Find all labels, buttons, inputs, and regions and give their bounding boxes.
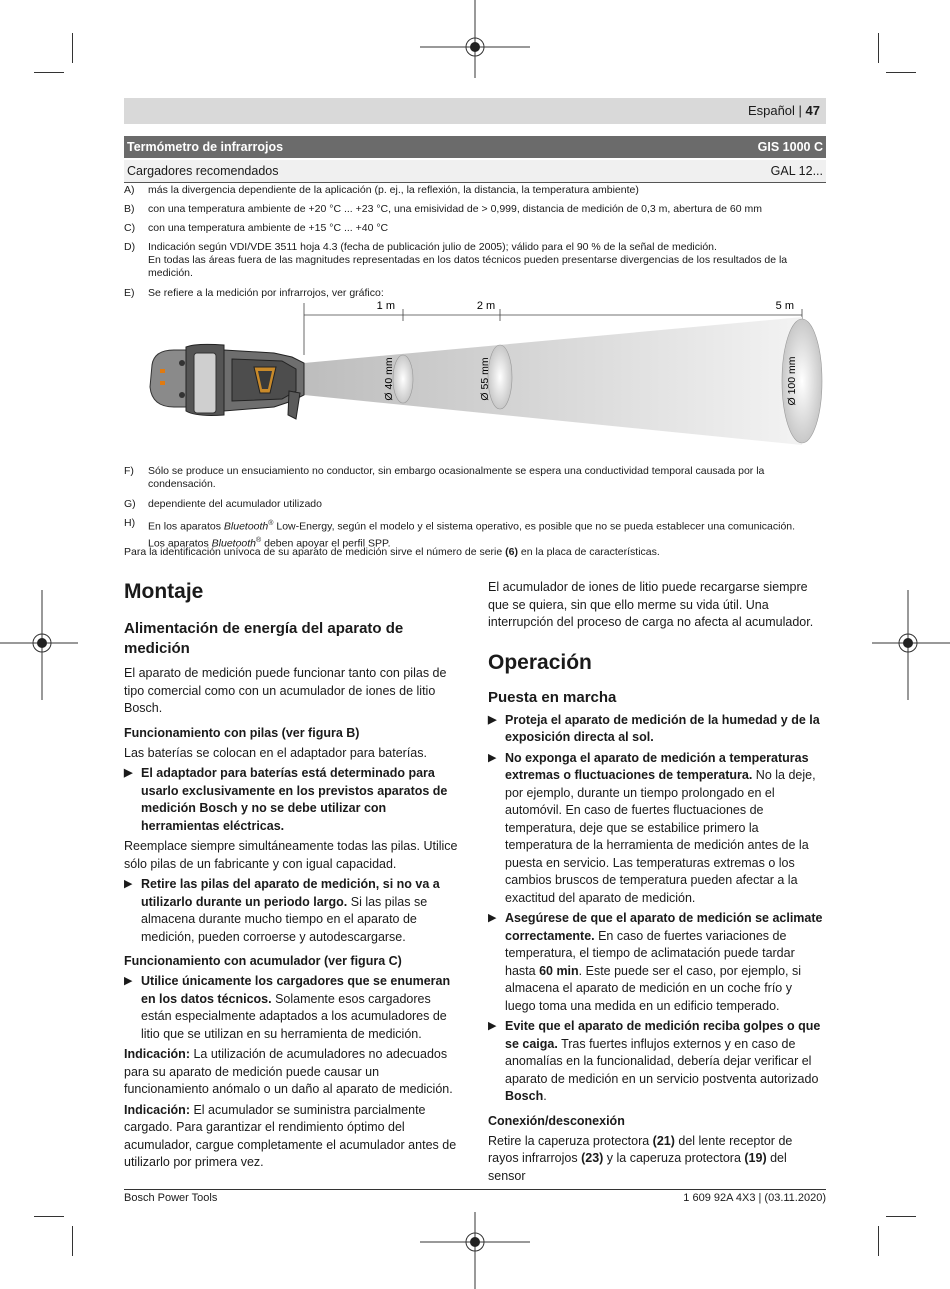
paragraph: Las baterías se colocan en el adaptador para baterías. <box>124 745 427 760</box>
spot-ellipse-1m <box>393 355 413 403</box>
footnote-label: B) <box>124 203 135 215</box>
measurement-spot-diagram <box>124 295 826 455</box>
bullet-text-bold: Retire las pilas del aparato de medición, si no va a utilizarlo durante un periodo largo. <box>141 877 440 909</box>
footnote-text: Sólo se produce un ensuciamiento no conductor, sin embargo ocasionalmente se espera una conductividad temporal causada por la condensación. <box>148 465 765 490</box>
footnote-g <box>124 498 826 511</box>
subheading-acumulador: Funcionamiento con acumulador (ver figura C) <box>124 954 402 968</box>
bullet-item <box>488 750 826 908</box>
registration-mark-top <box>420 0 530 80</box>
subheading-alimentacion: Alimentación de energía del aparato de medición <box>124 620 404 657</box>
page-header <box>124 98 826 124</box>
subheading-conexion: Conexión/desconexión <box>488 1113 625 1128</box>
paragraph <box>488 1133 826 1186</box>
footer-doc-number: 1 609 92A 4X3 | (03.11.2020) <box>683 1192 826 1204</box>
paragraph: El acumulador de iones de litio puede recargarse siempre que se quiera, sin que ello merme su vida útil. Una interrupción del proceso de carga no afecta al acumulador. <box>488 580 814 629</box>
spec-row-label: Cargadores recomendados <box>127 164 279 178</box>
bullet-text: Si las pilas se almacena durante mucho tiempo en el aparato de medición, pueden corroerse y autodescargarse. <box>141 894 428 944</box>
bullet-text: . Este puede ser el caso, por ejemplo, si almacena el aparato de medición en un coche frío y luego toma una medida en un edificio temperado. <box>505 963 802 1013</box>
footer-rule <box>124 1189 826 1190</box>
footnote-label: A) <box>124 184 135 196</box>
paragraph-text: del lente receptor de rayos infrarrojos <box>488 1133 793 1165</box>
footnote-text: Se refiere a la medición por infrarrojos, ver gráfico: <box>148 287 384 299</box>
bullet-triangle-icon: ▶ <box>124 975 133 987</box>
spot-diameter-55: Ø 55 mm <box>479 357 491 401</box>
registered-mark: ® <box>256 536 262 544</box>
distance-label-2m: 2 m <box>476 300 496 312</box>
spot-ellipse-2m <box>488 345 512 409</box>
footnote-a <box>124 184 826 197</box>
serial-number-note <box>124 546 826 559</box>
registered-mark: ® <box>268 520 274 527</box>
crop-mark <box>878 1226 879 1256</box>
footnote-label: C) <box>124 222 136 234</box>
paragraph-text: del sensor <box>488 1151 787 1183</box>
bullet-item <box>488 1018 826 1106</box>
paragraph-text: Retire la caperuza protectora <box>488 1133 653 1148</box>
bullet-triangle-icon: ▶ <box>124 767 133 779</box>
bullet-text: . <box>543 1089 547 1103</box>
crop-mark <box>72 33 73 63</box>
spec-table-model: GIS 1000 C <box>757 140 823 154</box>
footnote-text-part: Los aparatos <box>148 537 212 549</box>
subheading-puesta: Puesta en marcha <box>488 688 617 706</box>
bullet-text: El adaptador para baterías está determinado para usarlo exclusivamente en los previstos aparatos de medición Bosch y no se debe utilizar con herramientas eléctricas. <box>141 766 448 833</box>
registration-mark-left <box>0 590 80 700</box>
section-heading-operacion: Operación <box>488 650 592 674</box>
bullet-text: En caso de fuertes variaciones de temperatura, el tiempo de aclimatación puede tardar hasta <box>505 928 795 978</box>
footnote-text-continued: En todas las áreas fuera de las magnitudes representadas en los datos técnicos pueden presentarse divergencias de los resultados de la medición. <box>148 254 788 279</box>
footnote-text-part: deben apoyar el perfil SPP. <box>261 537 391 549</box>
footnote-c <box>124 222 826 235</box>
bullet-text-bold: 60 min <box>539 963 579 978</box>
spec-table-title: Termómetro de infrarrojos <box>127 140 284 154</box>
crop-mark <box>878 33 879 63</box>
bullet-text-bold: Utilice únicamente los cargadores que se enumeran en los datos técnicos. <box>141 974 451 1006</box>
spec-table-title-row <box>124 136 826 158</box>
paragraph: El aparato de medición puede funcionar tanto con pilas de tipo comercial como con un acumulador de iones de litio Bosch. <box>124 666 447 715</box>
footnote-text <box>148 517 826 534</box>
subheading-pilas: Funcionamiento con pilas (ver figura B) <box>124 725 360 740</box>
crop-mark <box>886 72 916 73</box>
serial-note-text: en la placa de características. <box>517 546 660 558</box>
bullet-triangle-icon: ▶ <box>488 751 497 764</box>
bullet-triangle-icon: ▶ <box>488 713 497 726</box>
bullet-item <box>124 876 464 946</box>
ir-beam-cone <box>304 317 802 445</box>
bullet-text-bold: Evite que el aparato de medición reciba golpes o que se caiga. <box>505 1019 821 1051</box>
footnote-b <box>124 203 826 216</box>
bullet-text: Tras fuertes influjos externos y en caso de anomalías en la funcionalidad, debería dejar verificar el aparato de medición en un servicio postventa autorizado <box>505 1036 819 1086</box>
serial-note-text: Para la identificación unívoca de su aparato de medición sirve el número de serie <box>124 546 506 558</box>
note-label: Indicación: <box>124 1047 190 1061</box>
distance-label-1m: 1 m <box>376 300 395 312</box>
crop-mark <box>72 1226 73 1256</box>
bullet-item <box>124 973 464 1043</box>
header-language-page: Español | 47 <box>747 103 820 118</box>
spec-table-rule <box>124 182 826 183</box>
bluetooth-brand: Bluetooth <box>211 537 257 549</box>
bullet-text: Solamente esos cargadores están especialmente adaptados a los acumuladores de litio que se utilizan en su herramienta de medición. <box>141 991 447 1041</box>
bullet-triangle-icon: ▶ <box>488 912 497 924</box>
bullet-triangle-icon: ▶ <box>488 1020 497 1032</box>
bullet-text-bold: No exponga el aparato de medición a temperaturas extremas o fluctuaciones de temperatura. <box>505 750 809 782</box>
footnote-text-part: Low-Energy, según el modelo y el sistema operativo, es posible que no se pueda establecer una comunicación. <box>273 520 796 533</box>
note-label: Indicación: <box>124 1102 190 1117</box>
serial-ref: (6) <box>505 546 518 558</box>
footnote-text: dependiente del acumulador utilizado <box>148 498 322 510</box>
footnote-label: H) <box>124 517 136 529</box>
paragraph: Reemplace siempre simultáneamente todas las pilas. Utilice sólo pilas de un fabricante y con igual capacidad. <box>124 839 458 871</box>
note-paragraph <box>124 1046 464 1099</box>
bullet-text-bold: Asegúrese de que el aparato de medición se aclimate correctamente. <box>505 911 823 943</box>
bullet-triangle-icon: ▶ <box>124 878 133 890</box>
bullet-text: Proteja el aparato de medición de la humedad y de la exposición directa al sol. <box>505 712 820 744</box>
spec-row-value: GAL 12... <box>770 164 823 178</box>
footnote-text-part: En los aparatos <box>148 520 224 533</box>
note-paragraph <box>124 1102 464 1172</box>
bullet-item <box>488 712 826 747</box>
note-text: El acumulador se suministra parcialmente cargado. Para garantizar el rendimiento óptimo del acumulador, cargue completamente el acumulador antes de utilizarlo por primera vez. <box>124 1102 457 1169</box>
footer-brand: Bosch Power Tools <box>124 1192 218 1204</box>
footnote-f <box>124 465 826 491</box>
part-ref: (23) <box>581 1151 604 1165</box>
part-ref: (21) <box>652 1133 675 1148</box>
part-ref: (19) <box>744 1151 767 1165</box>
footnote-text: con una temperatura ambiente de +15 °C ... +40 °C <box>148 222 389 234</box>
right-column <box>488 579 826 1185</box>
bullet-item <box>488 910 826 1015</box>
footnote-label: G) <box>124 498 136 510</box>
bullet-text: No la deje, por ejemplo, durante un tiempo prolongado en el automóvil. En caso de fuertes fluctuaciones de temperatura, deje que se estabilice primero la temperatura de la herramienta de medición antes de la puesta en servicio. Las temperaturas extremas o los cambios bruscos de temperatura pueden afectar a la exactitud del aparato de medición. <box>505 768 816 905</box>
page-number: 47 <box>805 103 820 118</box>
footnote-text: con una temperatura ambiente de +20 °C ... +23 °C, una emisividad de > 0,999, distancia de medición de 0,3 m, abertura de 60 mm <box>148 203 762 215</box>
thermometer-device-illustration <box>150 344 304 419</box>
spec-table-row <box>124 160 826 182</box>
note-text: La utilización de acumuladores no adecuados para su aparato de medición puede causar un funcionamiento anómalo o un daño al aparato de medición. <box>124 1047 453 1096</box>
footnote-text: Indicación según VDI/VDE 3511 hoja 4.3 (fecha de publicación julio de 2005); válido para el 90 % de la señal de medición. <box>148 241 717 253</box>
footnote-text: más la divergencia dependiente de la aplicación (p. ej., la reflexión, la distancia, la temperatura ambiente) <box>148 184 639 196</box>
bullet-item <box>124 765 464 835</box>
registration-mark-bottom <box>420 1212 530 1289</box>
distance-label-5m: 5 m <box>775 300 794 312</box>
bullet-text-bold: Bosch <box>505 1089 544 1103</box>
crop-mark <box>886 1216 916 1217</box>
footnote-label: F) <box>124 465 134 477</box>
paragraph-text: y la caperuza protectora <box>603 1151 745 1165</box>
section-heading-montaje: Montaje <box>124 580 204 603</box>
footnote-d <box>124 241 826 280</box>
registration-mark-right <box>870 590 950 700</box>
spot-diameter-100: Ø 100 mm <box>786 356 798 406</box>
crop-mark <box>34 1216 64 1217</box>
bluetooth-brand: Bluetooth <box>223 520 269 533</box>
header-language: Español <box>747 103 795 118</box>
footnote-label: D) <box>124 241 136 253</box>
crop-mark <box>34 72 64 73</box>
spot-diameter-40: Ø 40 mm <box>383 357 395 401</box>
footnote-label: E) <box>124 287 135 299</box>
left-column <box>124 579 464 1172</box>
